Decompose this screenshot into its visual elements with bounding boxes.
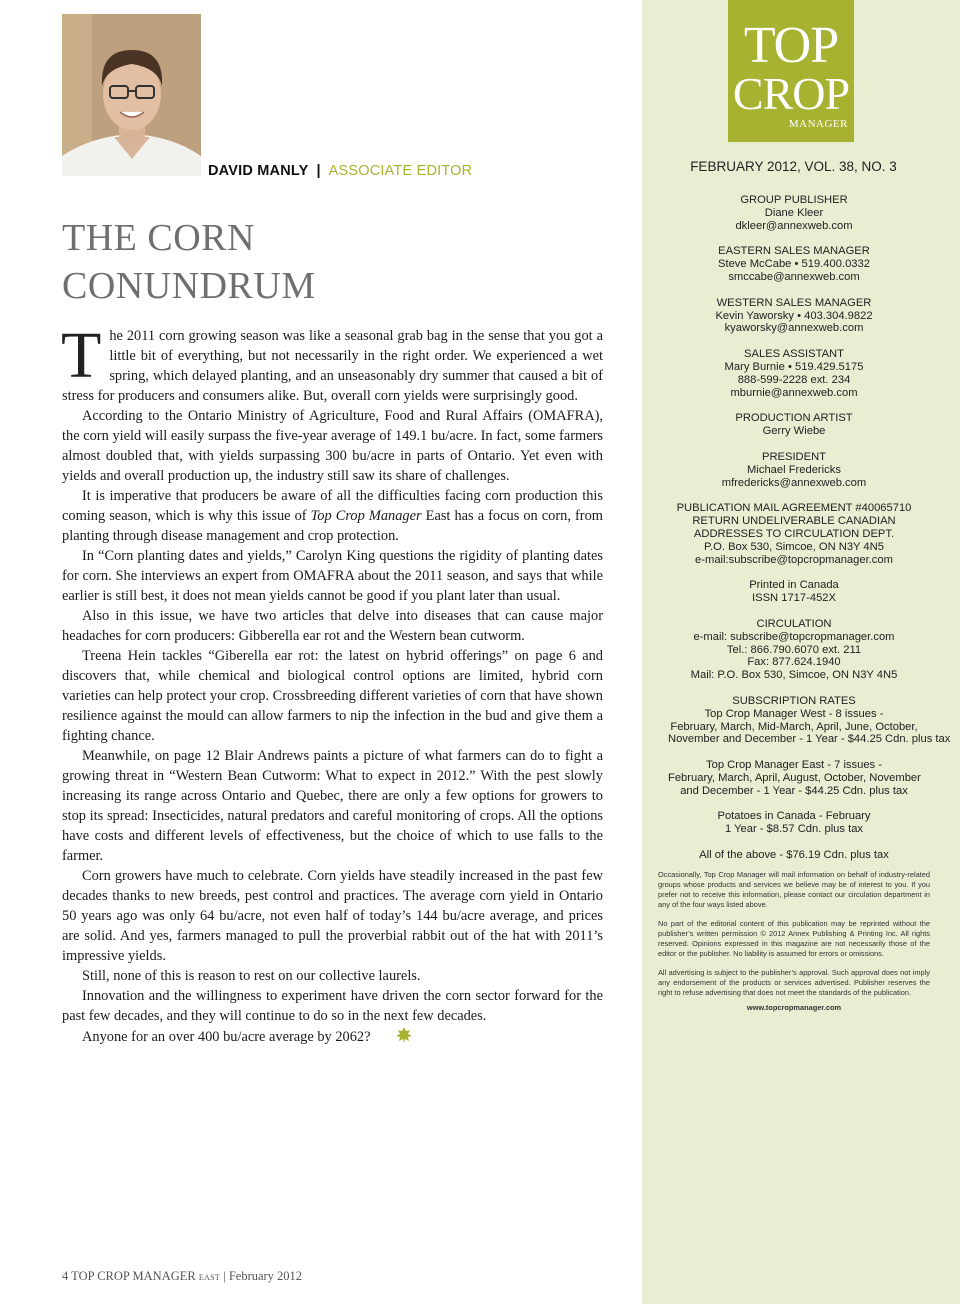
paragraph-8: Corn growers have much to celebrate. Corn yields have steadily increased in the past few decades thanks to new breeds, pest control and practices. The average corn yield in Ontario 50 years ago was only 64 bu/acre, not even half of today’s 144 bu/acre average, and prices are solid. And yes, farmers managed to pull the proverbial rabbit out of the hat with 2011’s impressive yields.	[62, 868, 603, 964]
author-name: DAVID MANLY	[208, 163, 309, 179]
logo-top-text: TOP	[743, 17, 839, 74]
western-sales-email: kyaworsky@annexweb.com	[724, 322, 864, 335]
sales-assistant-block	[668, 348, 920, 399]
paragraph-3-text-a: It is imperative that producers be aware of all the difficulties facing corn production this coming season, which is why this issue of	[62, 488, 603, 524]
paragraph-3	[62, 486, 603, 546]
publication-title-italic: Top Crop Manager	[310, 508, 422, 524]
fine-print-advertising: All advertising is subject to the publisher’s approval. Such approval does not imply any endorsement of the products or services advertised. Publisher reserves the right to refuse advertising that does not meet the standards of the publication.	[658, 968, 930, 997]
paragraph-5: Also in this issue, we have two articles that delve into diseases that can cause major headaches for corn producers: Gibberella ear rot and the Western bean cutworm.	[62, 608, 603, 644]
president-title: PRESIDENT	[761, 450, 827, 463]
fine-print-copyright: No part of the editorial content of this publication may be reprinted without the publisher’s written permission © 2012 Annex Publishing & Printing Inc. All rights reserved. Opinions expressed in this magazine are not necessarily those of the editor or the publisher. No liability is assumed for errors or omissions.	[658, 919, 930, 958]
subscription-title: SUBSCRIPTION RATES	[732, 694, 856, 707]
mail-agreement-line-1: PUBLICATION MAIL AGREEMENT #40065710	[676, 502, 912, 515]
group-publisher-email: dkleer@annexweb.com	[735, 219, 853, 232]
subscription-east-block	[668, 759, 920, 797]
printed-in: Printed in Canada	[749, 579, 839, 592]
eastern-sales-block	[668, 245, 920, 283]
subscription-west-2: February, March, Mid-March, April, June, October,	[670, 720, 918, 733]
western-sales-title: WESTERN SALES MANAGER	[716, 296, 872, 309]
footer-date: February 2012	[228, 1269, 303, 1283]
subscription-west-3: November and December - 1 Year - $44.25 Cdn. plus tax	[668, 733, 951, 746]
masthead-credits	[668, 194, 951, 875]
mail-agreement-block	[668, 502, 920, 566]
president-email: mfredericks@annexweb.com	[721, 476, 867, 489]
article-headline	[62, 214, 316, 310]
subscription-east-1: Top Crop Manager East - 7 issues -	[706, 759, 882, 772]
production-artist-name: Gerry Wiebe	[762, 425, 826, 438]
author-photo	[62, 14, 201, 176]
paragraph-1	[61, 319, 603, 406]
eastern-sales-title: EASTERN SALES MANAGER	[718, 245, 870, 258]
circulation-fax: Fax: 877.624.1940	[747, 656, 841, 669]
production-artist-title: PRODUCTION ARTIST	[735, 412, 853, 425]
subscription-potatoes-block	[668, 810, 920, 836]
sales-assistant-email: mburnie@annexweb.com	[730, 386, 858, 399]
president-block	[668, 451, 920, 489]
author-byline	[208, 163, 472, 179]
circulation-email: e-mail: subscribe@topcropmanager.com	[693, 630, 895, 643]
footer-edition: EAST	[198, 1273, 221, 1282]
paragraph-7: Meanwhile, on page 12 Blair Andrews paints a picture of what farmers can do to fight a growing threat in “Western Bean Cutworm: What to expect in 2012.” With the pest slowly increasing its range across Ontario and Quebec, there are only a few options for growers to stop its spread: Insecticides, natural predators and careful monitoring of crops. All the options have costs and different levels of effectiveness, but the choice of which to use falls to the farmer.	[62, 748, 603, 864]
subscription-all: All of the above - $76.19 Cdn. plus tax	[699, 849, 889, 862]
mail-agreement-line-2: RETURN UNDELIVERABLE CANADIAN	[692, 515, 896, 528]
mail-agreement-line-3: ADDRESSES TO CIRCULATION DEPT.	[693, 527, 895, 540]
group-publisher-block	[668, 194, 920, 232]
group-publisher-title: GROUP PUBLISHER	[740, 194, 848, 206]
eastern-sales-email: smccabe@annexweb.com	[728, 270, 860, 283]
article-body	[61, 319, 603, 1050]
subscription-east-3: and December - 1 Year - $44.25 Cdn. plus tax	[680, 784, 908, 797]
logo-manager-text: MANAGER	[788, 118, 848, 130]
fine-print-mailing: Occasionally, Top Crop Manager will mail information on behalf of industry-related groups whose products and services we believe may be of interest to you. If you prefer not to receive this information, please contact our circulation department in any of the four ways listed above.	[658, 870, 930, 909]
paragraph-11	[62, 1026, 603, 1050]
paragraph-3-text-b: East has a focus on corn, from planting through disease management and crop protection.	[62, 508, 603, 544]
logo-crop-text: CROP	[732, 68, 850, 119]
sales-assistant-title: SALES ASSISTANT	[744, 348, 844, 361]
circulation-block	[668, 618, 920, 682]
circulation-mail: Mail: P.O. Box 530, Simcoe, ON N3Y 4N5	[690, 669, 898, 682]
author-portrait-image	[62, 14, 201, 176]
paragraph-9: Still, none of this is reason to rest on our collective laurels.	[82, 968, 421, 984]
mail-agreement-line-5: e-mail:subscribe@topcropmanager.com	[695, 553, 893, 566]
subscription-potatoes-2: 1 Year - $8.57 Cdn. plus tax	[724, 823, 864, 836]
circulation-title: CIRCULATION	[756, 617, 832, 630]
eastern-sales-contact: Steve McCabe • 519.400.0332	[718, 258, 870, 271]
paragraph-10: Innovation and the willingness to experiment have driven the corn sector forward for the past few decades, and they will continue to do so in the next few decades.	[62, 988, 603, 1024]
paragraph-2: According to the Ontario Ministry of Agriculture, Food and Rural Affairs (OMAFRA), the corn yield will easily surpass the five-year average of 149.1 bu/acre. In fact, some farmers almost doubled that, with yields surpassing 300 bu/acre in parts of Ontario. Yet even with yields and overall production up, the industry still saw its share of challenges.	[62, 408, 603, 484]
footer-separator: |	[223, 1269, 226, 1283]
issn: ISSN 1717-452X	[752, 592, 836, 605]
subscription-potatoes-1: Potatoes in Canada - February	[717, 810, 871, 823]
subscription-west-1: Top Crop Manager West - 8 issues -	[704, 707, 884, 720]
page-footer	[62, 1269, 302, 1284]
paragraph-6: Treena Hein tackles “Giberella ear rot: the latest on hybrid offerings” on page 6 and discovers that, while chemical and biological control options are limited, hybrid corn varieties can help protect your crop. Crossbreeding different varieties of corn that have shown resilience against the mould can allow farmers to nip the infection in the bud and give them a fighting chance.	[62, 648, 603, 744]
fine-print	[658, 870, 930, 1022]
author-role: ASSOCIATE EDITOR	[328, 163, 473, 179]
president-name: Michael Fredericks	[747, 463, 841, 476]
top-crop-manager-logo	[728, 0, 854, 142]
paragraph-11-text: Anyone for an over 400 bu/acre average by 2062?	[82, 1029, 371, 1045]
sales-assistant-contact: Mary Burnie • 519.429.5175	[724, 360, 864, 373]
drop-cap: T	[61, 319, 102, 392]
website-link[interactable]: www.topcropmanager.com	[746, 1003, 842, 1012]
group-publisher-name: Diane Kleer	[764, 206, 824, 219]
western-sales-block	[668, 297, 920, 335]
subscription-all-block	[668, 849, 920, 862]
page-number: 4	[62, 1269, 69, 1283]
issue-line: FEBRUARY 2012, VOL. 38, NO. 3	[690, 159, 897, 174]
footer-publication: TOP CROP MANAGER	[71, 1269, 196, 1283]
production-artist-block	[668, 412, 920, 438]
sales-assistant-phone: 888-599-2228 ext. 234	[737, 373, 851, 386]
byline-separator: |	[316, 163, 321, 179]
western-sales-contact: Kevin Yaworsky • 403.304.9822	[715, 309, 873, 322]
circulation-tel: Tel.: 866.790.6070 ext. 211	[726, 643, 862, 656]
leaf-end-mark-icon	[375, 1026, 413, 1050]
printed-block	[668, 579, 920, 605]
subscription-west-block	[668, 694, 951, 746]
paragraph-1-text: he 2011 corn growing season was like a seasonal grab bag in the sense that you got a little bit of everything, but not necessarily in the right order. We experienced a wet spring, which delayed planting, and an unseasonably dry summer that caused a bit of stress for producers and consumers alike. But, overall corn yields were surprisingly good.	[62, 328, 603, 404]
mail-agreement-line-4: P.O. Box 530, Simcoe, ON N3Y 4N5	[704, 540, 884, 553]
headline-line-2: CONUNDRUM	[62, 265, 316, 307]
masthead-sidebar	[642, 0, 960, 1304]
paragraph-4: In “Corn planting dates and yields,” Carolyn King questions the rigidity of planting dates for corn. She interviews an expert from OMAFRA about the 2011 season, and says that while earlier is still best, it does not mean yields cannot be good if you plant later than usual.	[62, 548, 603, 604]
subscription-east-2: February, March, April, August, October, November	[668, 771, 921, 784]
headline-line-1: THE CORN	[62, 217, 255, 259]
